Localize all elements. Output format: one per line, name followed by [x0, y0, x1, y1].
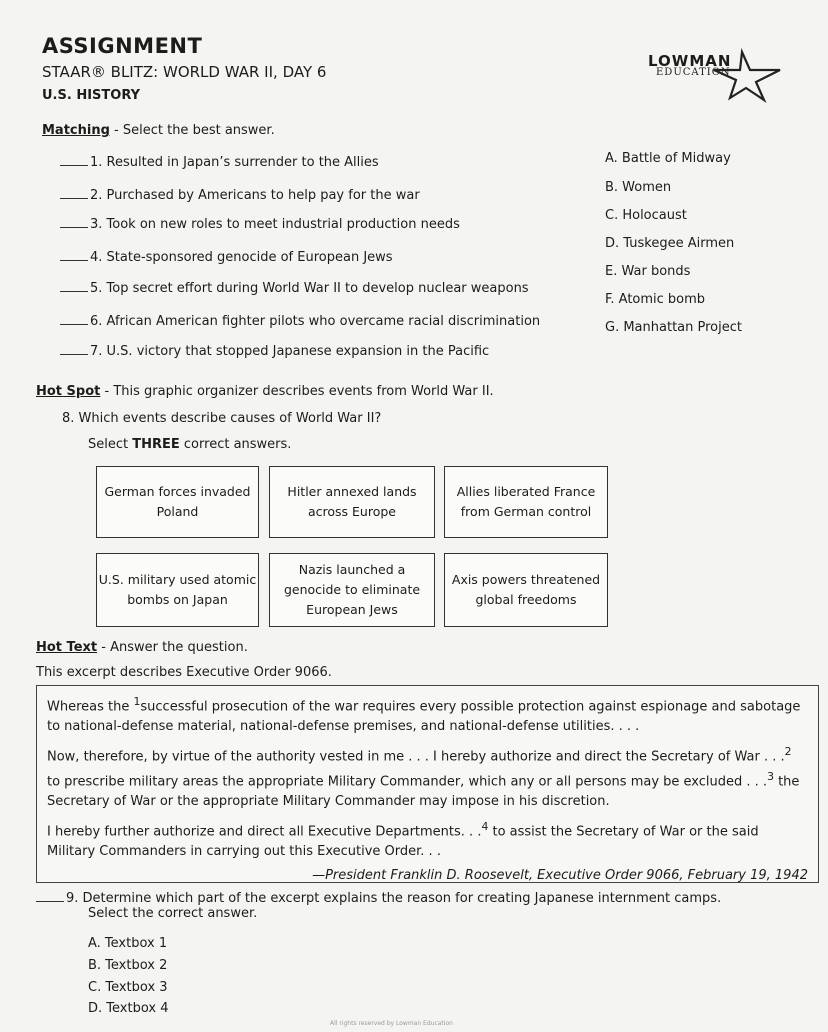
hotspot-label: Hot Spot [36, 384, 101, 399]
textbox-marker[interactable]: 1 [133, 695, 141, 708]
answer-blank[interactable] [60, 216, 88, 228]
answer-blank[interactable] [60, 249, 88, 261]
answer-blank[interactable] [60, 280, 88, 292]
excerpt-box [36, 685, 819, 883]
matching-item[interactable] [60, 154, 379, 170]
textbox-4[interactable]: to assist the Secretary of War or the said Military Commanders in carrying out this Executive Order. . . [47, 824, 759, 860]
excerpt-attribution: —President Franklin D. Roosevelt, Executive Order 9066, February 19, 1942 [312, 867, 808, 883]
question-8: 8. Which events describe causes of World War II? [62, 411, 382, 426]
answer-blank[interactable] [60, 313, 88, 325]
matching-item[interactable] [60, 313, 540, 329]
matching-item[interactable] [60, 343, 489, 359]
textbox-1[interactable]: successful prosecution of the war requires every possible protection against espionage and sabotage to national-defense material, national-defense premises, and national-defense utilities. . . . [47, 699, 801, 734]
choice-option[interactable]: D. Textbox 4 [88, 1001, 169, 1016]
page-title: ASSIGNMENT [42, 34, 203, 58]
hotspot-box[interactable]: Hitler annexed lands across Europe [269, 466, 435, 538]
logo-bottom-text: EDUCATION [656, 67, 731, 78]
question-9-instruction: Select the correct answer. [88, 906, 258, 921]
hottext-heading [36, 640, 248, 655]
choice-option[interactable]: A. Textbox 1 [88, 936, 168, 951]
matching-item-text: 7. U.S. victory that stopped Japanese expansion in the Pacific [90, 344, 490, 359]
hotspot-box[interactable]: Nazis launched a genocide to eliminate European Jews [269, 553, 435, 627]
matching-item-text: 2. Purchased by Americans to help pay for the war [90, 188, 420, 203]
hotspot-box[interactable]: U.S. military used atomic bombs on Japan [96, 553, 259, 627]
hotspot-box[interactable]: Allies liberated France from German control [444, 466, 608, 538]
matching-item-text: 6. African American fighter pilots who overcame racial discrimination [90, 314, 541, 329]
hotspot-intro: - This graphic organizer describes events from World War II. [100, 384, 494, 399]
answer-blank[interactable] [60, 154, 88, 166]
instruction-text: correct answers. [179, 437, 292, 452]
excerpt-paragraph: I hereby further authorize and direct all Executive Departments. . .$^4$ to assist the Secretary of War or the said Military Commanders in carrying out this Executive Order. . . [47, 820, 759, 860]
question-text: 9. Determine which part of the excerpt explains the reason for creating Japanese internment camps. [66, 891, 722, 906]
matching-item-text: 5. Top secret effort during World War II to develop nuclear weapons [90, 281, 529, 296]
instruction-emphasis: THREE [132, 437, 180, 452]
answer-option: E. War bonds [605, 264, 691, 279]
question-9[interactable] [36, 890, 721, 906]
matching-heading [42, 123, 275, 138]
choice-option[interactable]: C. Textbox 3 [88, 980, 168, 995]
answer-option: B. Women [605, 180, 672, 195]
excerpt-paragraph: Now, therefore, by virtue of the authority vested in me . . . I hereby authorize and direct the Secretary of War . . .$^2$ to prescribe military areas the appropriate Military Commander, which any or all persons may be excluded . . .$^3$ the Secretary of War or the appropriate Military Commander may impose in his discretion. [47, 745, 800, 809]
hotspot-instruction [88, 437, 291, 452]
matching-instruction: - Select the best answer. [109, 123, 275, 138]
answer-option: C. Holocaust [605, 208, 687, 223]
matching-item[interactable] [60, 187, 420, 203]
textbox-2[interactable]: to prescribe military areas the appropriate Military Commander, which any or all persons may be excluded . . . [47, 774, 768, 790]
answer-blank[interactable] [60, 343, 88, 355]
excerpt-context: This excerpt describes Executive Order 9066. [36, 665, 332, 680]
hottext-intro: - Answer the question. [97, 640, 248, 655]
brand-logo [648, 52, 778, 102]
textbox-3[interactable]: the Secretary of War or the appropriate Military Commander may impose in his discretion. [47, 774, 800, 809]
hottext-label: Hot Text [36, 640, 98, 655]
answer-blank[interactable] [36, 890, 64, 902]
assignment-subtitle: STAAR® BLITZ: WORLD WAR II, DAY 6 [42, 63, 327, 81]
matching-item[interactable] [60, 280, 529, 296]
answer-option: D. Tuskegee Airmen [605, 236, 735, 251]
choice-option[interactable]: B. Textbox 2 [88, 958, 168, 973]
matching-item-text: 4. State-sponsored genocide of European Jews [90, 250, 393, 265]
logo-star-icon [712, 48, 782, 104]
answer-option: G. Manhattan Project [605, 320, 742, 335]
hotspot-box[interactable]: Axis powers threatened global freedoms [444, 553, 608, 627]
matching-item[interactable] [60, 216, 460, 232]
instruction-text: Select [88, 437, 133, 452]
textbox-marker[interactable]: 3 [767, 770, 774, 784]
answer-blank[interactable] [60, 187, 88, 199]
matching-label: Matching [42, 123, 110, 138]
answer-option: A. Battle of Midway [605, 151, 731, 166]
footer-rights: All rights reserved by Lowman Education [330, 1020, 453, 1027]
subject-label: U.S. HISTORY [42, 88, 141, 103]
excerpt-paragraph: Whereas the $^1$successful prosecution of the war requires every possible protection against espionage and sabotage to national-defense material, national-defense premises, and national-defense utilities. . . . [47, 695, 801, 734]
textbox-marker[interactable]: 2 [784, 745, 792, 759]
textbox-marker[interactable]: 4 [481, 820, 489, 834]
hotspot-box[interactable]: German forces invaded Poland [96, 466, 259, 538]
matching-item-text: 1. Resulted in Japan’s surrender to the Allies [90, 155, 379, 170]
matching-item[interactable] [60, 249, 393, 265]
logo-top-text: LOWMAN [648, 52, 732, 70]
matching-item-text: 3. Took on new roles to meet industrial production needs [90, 217, 460, 232]
hotspot-heading [36, 384, 494, 399]
answer-option: F. Atomic bomb [605, 292, 706, 307]
